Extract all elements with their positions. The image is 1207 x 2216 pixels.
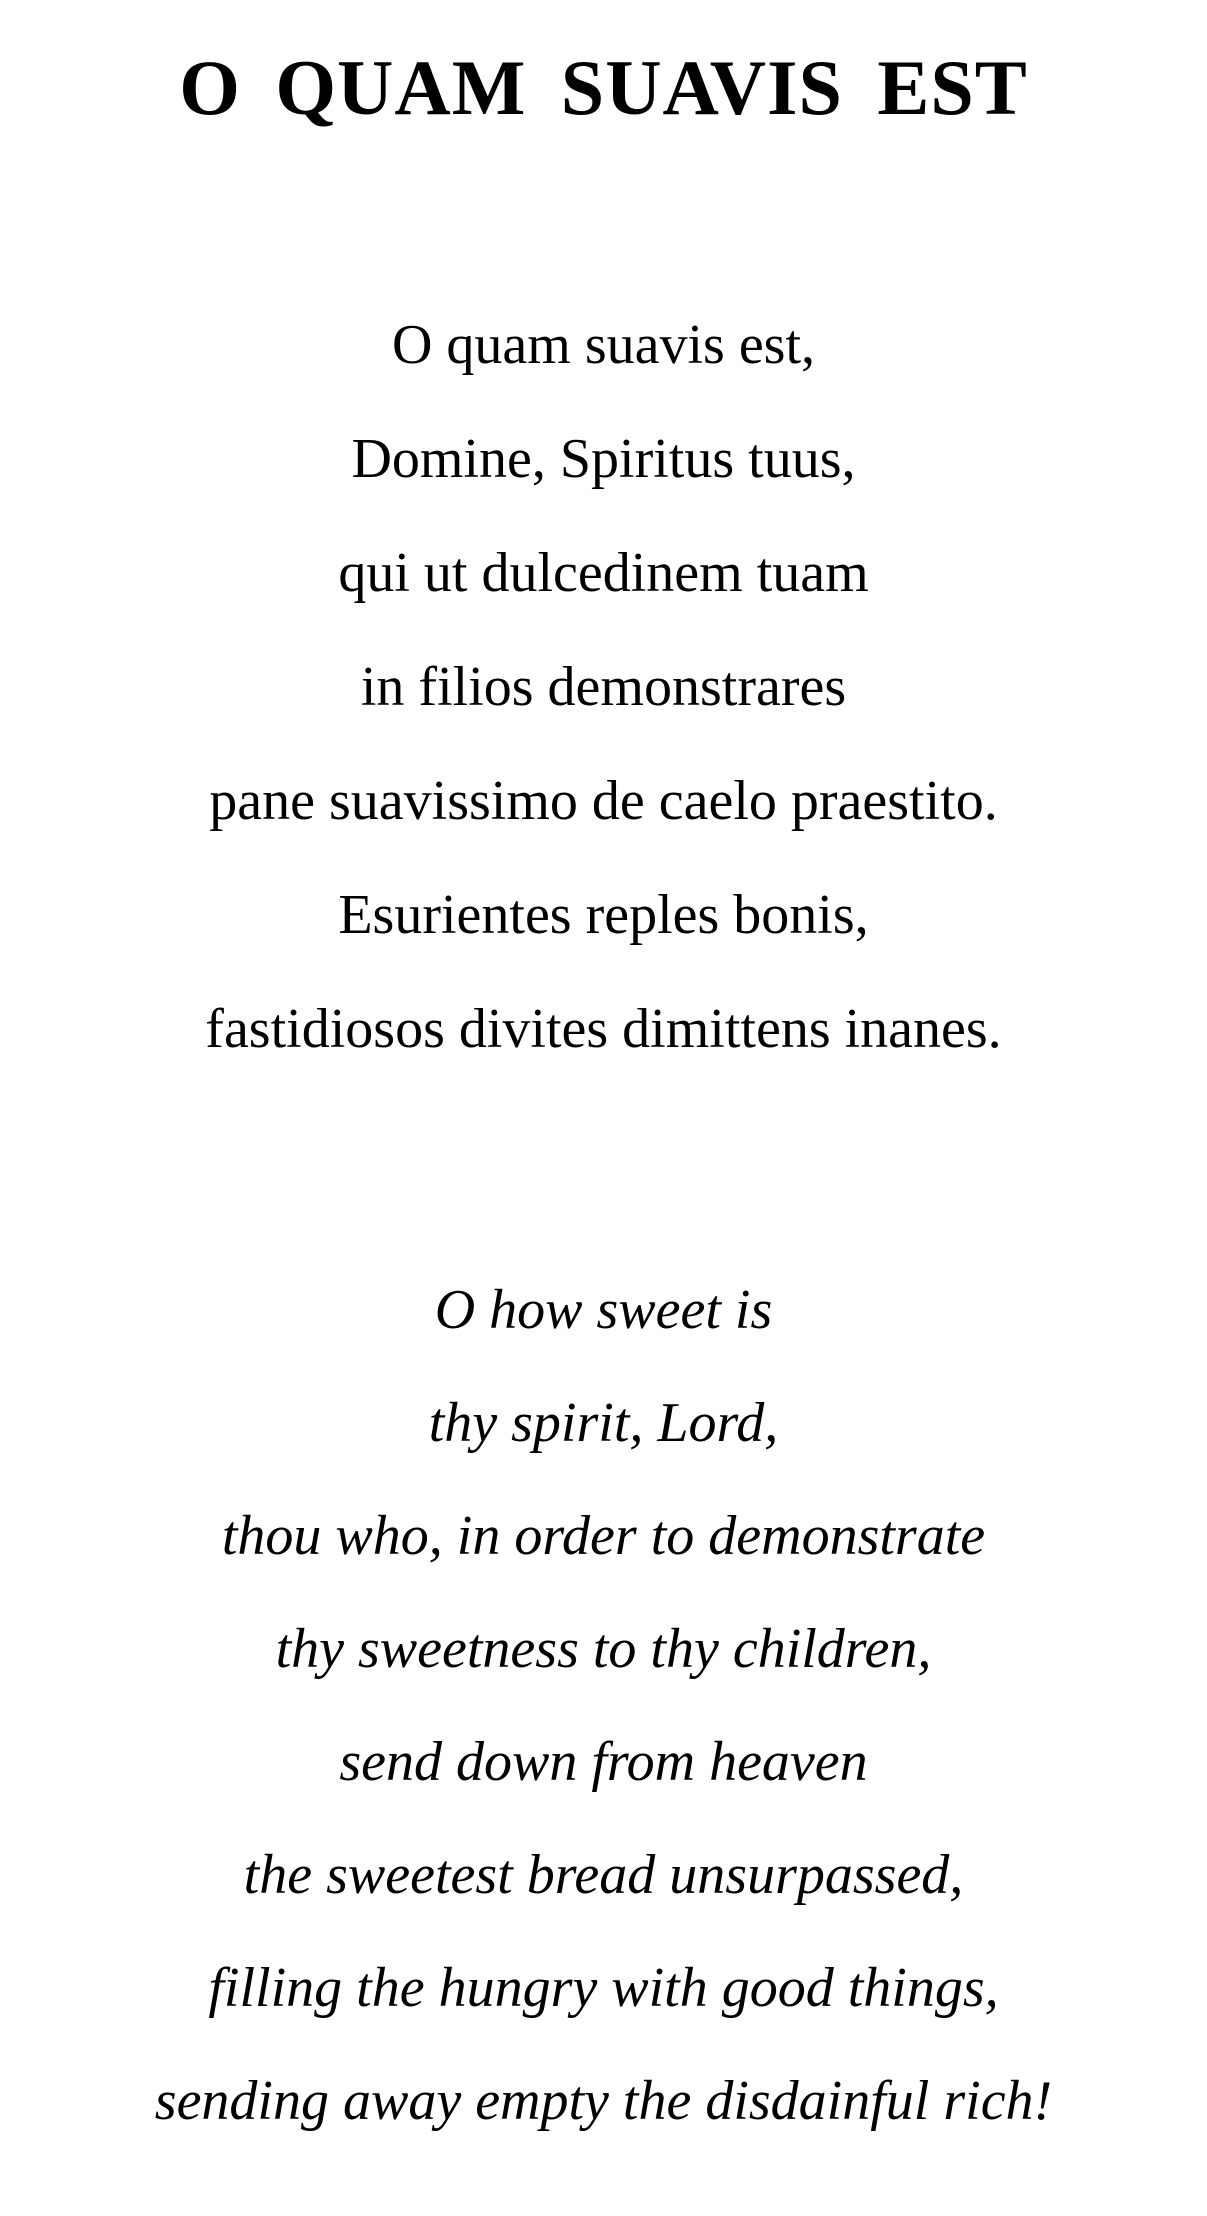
page-title: O QUAM SUAVIS EST	[179, 44, 1028, 131]
latin-line: fastidiosos divites dimittens inanes.	[205, 998, 1002, 1060]
latin-line: qui ut dulcedinem tuam	[338, 542, 869, 604]
latin-line: O quam suavis est,	[391, 314, 816, 376]
latin-line: in filios demonstrares	[360, 656, 847, 718]
english-line: the sweetest bread unsurpassed,	[243, 1844, 964, 1906]
english-line: sending away empty the disdainful rich!	[154, 2070, 1053, 2132]
latin-line: Domine, Spiritus tuus,	[351, 428, 856, 490]
english-line: filling the hungry with good things,	[208, 1957, 999, 2019]
english-line: send down from heaven	[339, 1731, 868, 1793]
latin-line: Esurientes reples bonis,	[338, 884, 869, 946]
english-line: O how sweet is	[434, 1279, 773, 1341]
english-line: thy spirit, Lord,	[428, 1392, 779, 1454]
english-translation	[0, 1254, 1207, 2158]
english-line: thy sweetness to thy children,	[275, 1618, 932, 1680]
english-line: thou who, in order to demonstrate	[221, 1505, 986, 1567]
latin-text	[0, 288, 1207, 1086]
latin-line: pane suavissimo de caelo praestito.	[209, 770, 998, 832]
